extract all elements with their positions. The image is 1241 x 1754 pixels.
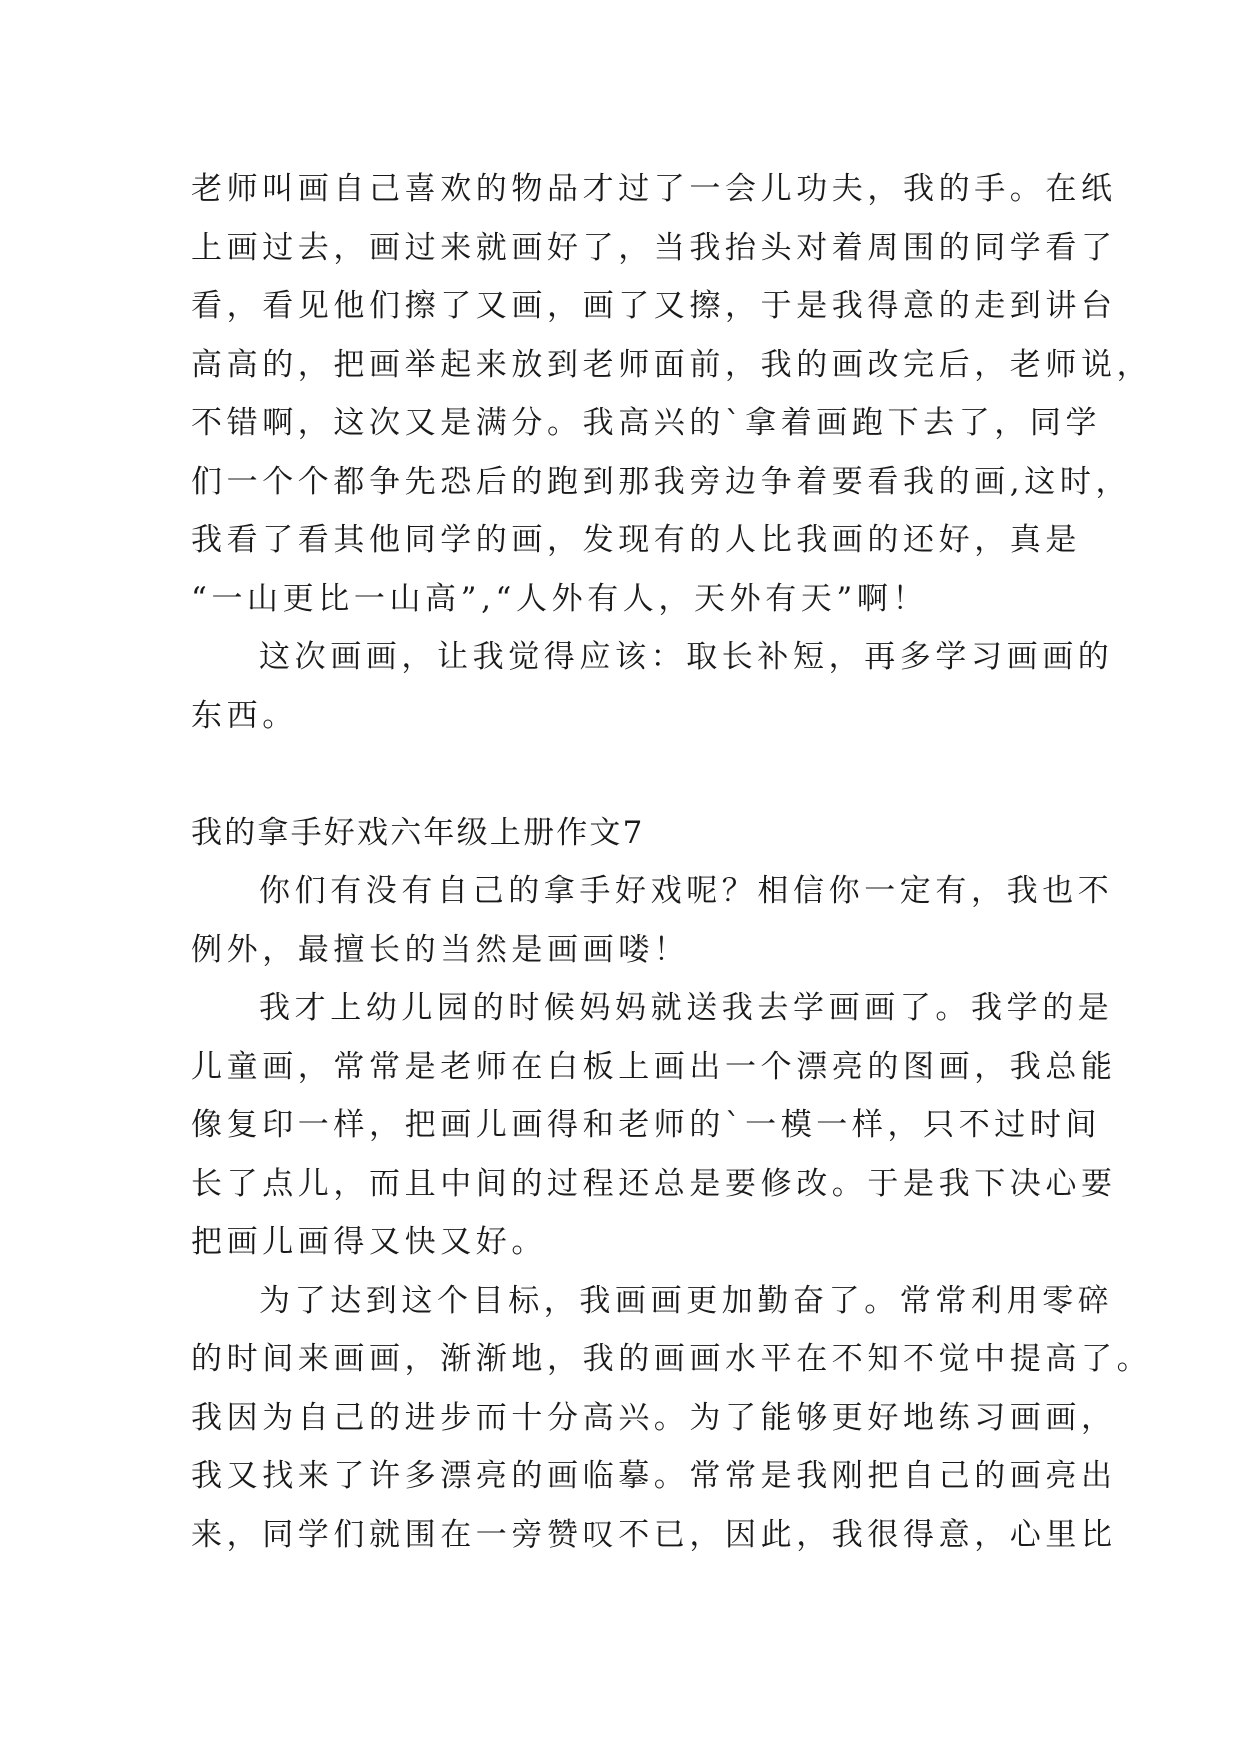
text-line: 来，同学们就围在一旁赞叹不已，因此，我很得意，心里比 [191,1516,1117,1553]
paragraph [191,862,1114,979]
text-line: 高高的，把画举起来放到老师面前，我的画改完后，老师说， [191,346,1153,383]
text-line: 儿童画，常常是老师在白板上画出一个漂亮的图画，我总能 [191,1048,1117,1085]
text-line: 东西。 [191,697,298,734]
text-line: 例外，最擅长的当然是画画喽！ [191,931,690,968]
section-heading: 我的拿手好戏六年级上册作文7 [191,814,645,851]
text-line: 们一个个都争先恐后的跑到那我旁边争着要看我的画,这时， [191,463,1132,500]
paragraph [191,979,1117,1272]
text-line: 我才上幼儿园的时候妈妈就送我去学画画了。我学的是 [259,990,1114,1026]
text-line: 看，看见他们擦了又画，画了又擦，于是我得意的走到讲台 [191,288,1117,324]
paragraph-spacer [191,745,1051,804]
paragraph [191,160,1153,628]
text-line: 的时间来画画，渐渐地，我的画画水平在不知不觉中提高了。 [191,1341,1153,1377]
text-line: 这次画画，让我觉得应该：取长补短，再多学习画画的 [259,639,1114,675]
text-line: 我又找来了许多漂亮的画临摹。常常是我刚把自己的画亮出 [191,1458,1117,1494]
text-line: 你们有没有自己的拿手好戏呢？相信你一定有，我也不 [259,873,1114,909]
text-line: 长了点儿，而且中间的过程还总是要修改。于是我下决心要 [191,1165,1117,1202]
text-line: 把画儿画得又快又好。 [191,1224,547,1260]
paragraph [191,1272,1153,1565]
text-line: 上画过去，画过来就画好了，当我抬头对着周围的同学看了 [191,229,1117,266]
text-line: 我看了看其他同学的画，发现有的人比我画的还好，真是 [191,522,1081,558]
paragraph [191,628,1114,745]
document-body [191,160,1153,1564]
text-line: 为了达到这个目标，我画画更加勤奋了。常常利用零碎 [259,1282,1114,1319]
text-line: 我因为自己的进步而十分高兴。为了能够更好地练习画画， [191,1399,1117,1436]
text-line: “一山更比一山高”,“人外有人，天外有天”啊！ [191,580,929,617]
text-line: 不错啊，这次又是满分。我高兴的`拿着画跑下去了，同学 [191,405,1102,441]
text-line: 像复印一样，把画儿画得和老师的`一模一样，只不过时间 [191,1107,1102,1143]
text-line: 老师叫画自己喜欢的物品才过了一会儿功夫，我的手。在纸 [191,171,1117,207]
